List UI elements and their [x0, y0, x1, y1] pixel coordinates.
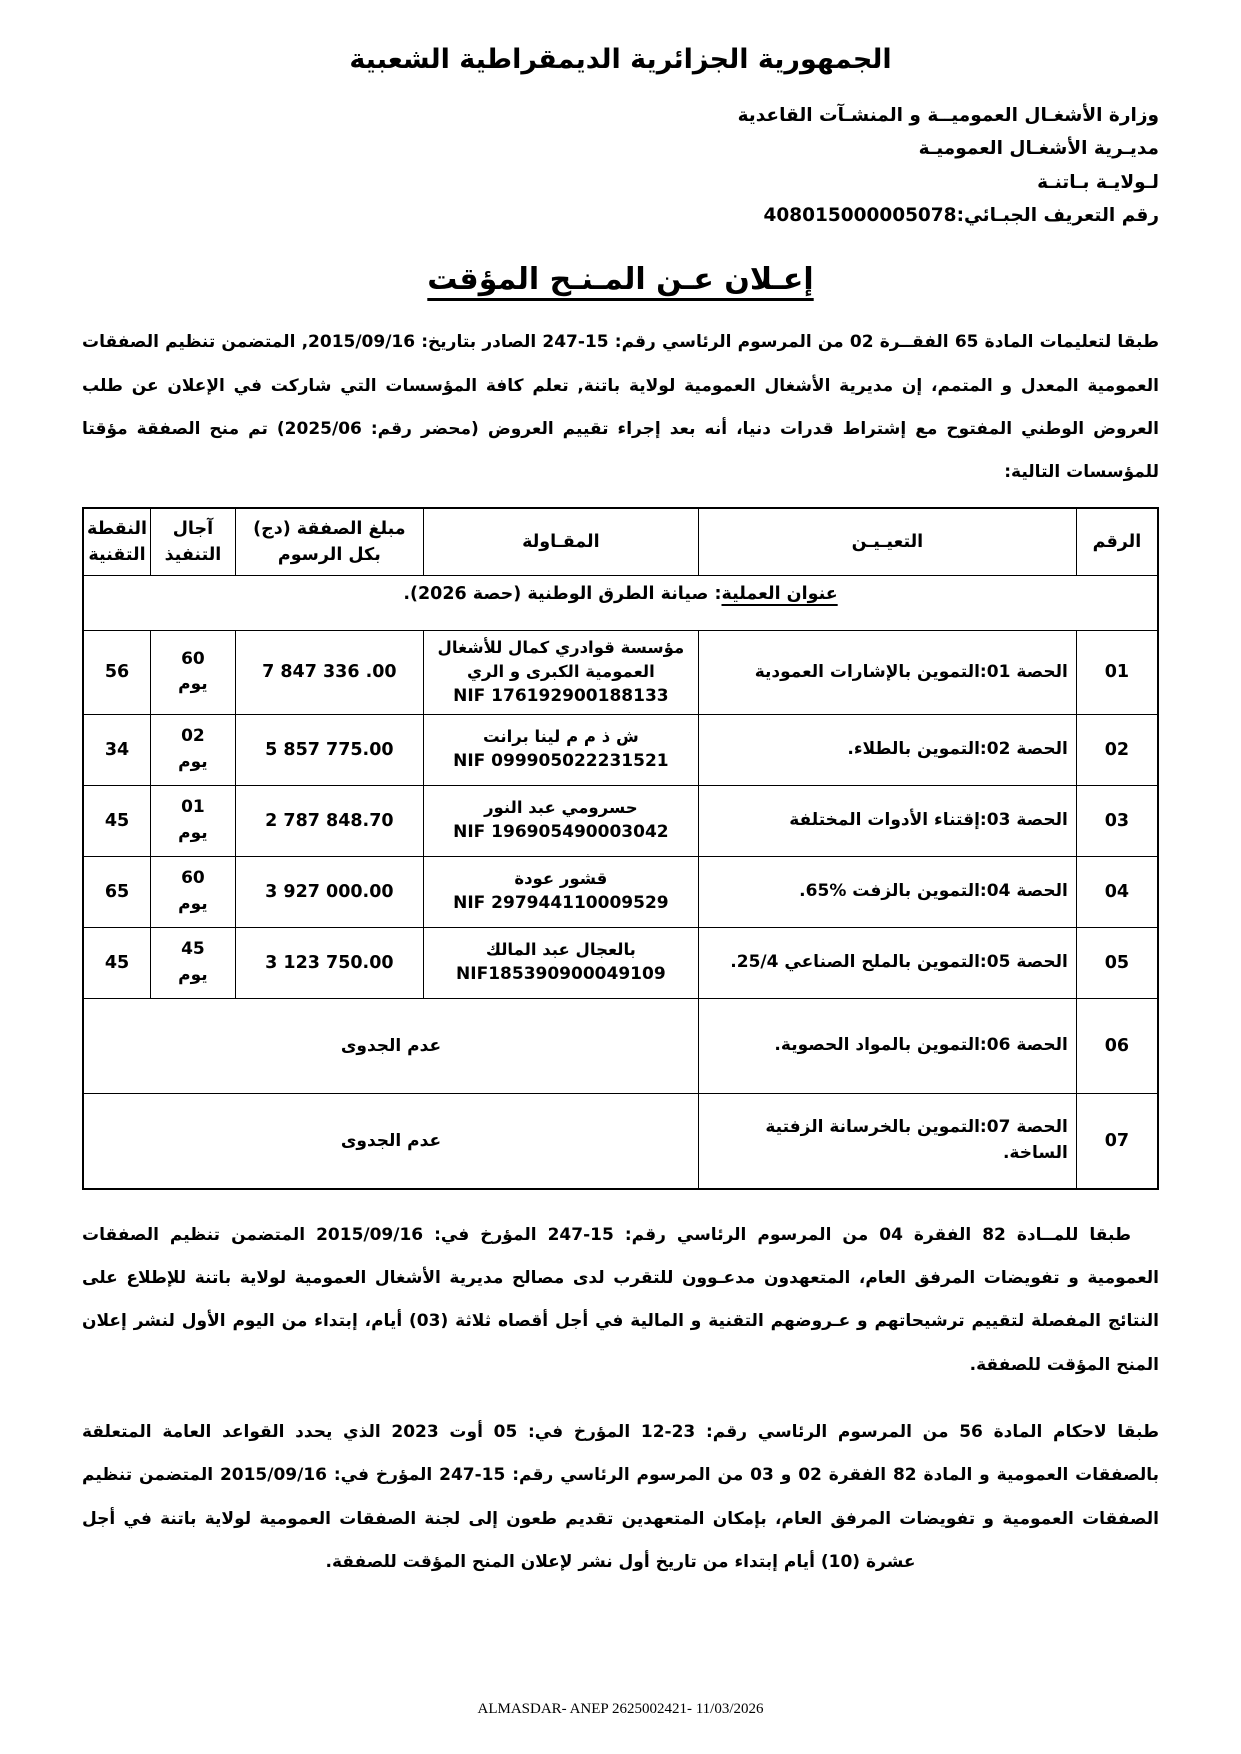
designation-cell: الحصة 06:التموين بالمواد الحصوية.: [698, 998, 1076, 1093]
operation-title-row: [83, 576, 1158, 631]
delay-cell: [151, 714, 236, 785]
lot-number-cell: 04: [1076, 856, 1158, 927]
contractor-nif: NIF 176192900188133: [453, 685, 669, 706]
table-row-lot-03: [83, 785, 1158, 856]
delay-value: 60: [181, 648, 205, 669]
no-award-cell: عدم الجدوى: [83, 998, 698, 1093]
amount-cell: 3 123 750.00: [235, 927, 423, 998]
table-row-lot-01: [83, 631, 1158, 714]
awards-table: [82, 507, 1159, 1190]
delay-unit: يوم: [178, 822, 208, 843]
delay-unit: يوم: [178, 964, 208, 985]
contractor-name: ش ذ م م لينا برانت: [482, 727, 639, 747]
contractor-name: بالعجال عبد المالك: [485, 940, 636, 960]
score-cell: 45: [83, 785, 151, 856]
contractor-cell: [423, 927, 698, 998]
contractor-name: حسرومي عبد النور: [484, 798, 638, 818]
designation-cell: الحصة 02:التموين بالطلاء.: [698, 714, 1076, 785]
lot-number-cell: 05: [1076, 927, 1158, 998]
directorate-line: مديـرية الأشغـال العموميـة: [918, 138, 1159, 160]
tax-id-line: رقم التعريف الجبـائي:408015000005078: [763, 204, 1159, 226]
contractor-cell: [423, 714, 698, 785]
col-header-number: الرقم: [1076, 508, 1158, 576]
score-cell: 65: [83, 856, 151, 927]
no-award-cell: عدم الجدوى: [83, 1093, 698, 1189]
col-header-score: [83, 508, 151, 576]
table-row-lot-07: [83, 1093, 1158, 1189]
amount-cell: 5 857 775.00: [235, 714, 423, 785]
delay-cell: [151, 631, 236, 714]
score-cell: 45: [83, 927, 151, 998]
col-header-contractor: المقـاولة: [423, 508, 698, 576]
designation-cell: الحصة 01:التموين بالإشارات العمودية: [698, 631, 1076, 714]
contractor-nif: NIF 196905490003042: [453, 822, 669, 843]
table-row-lot-04: [83, 856, 1158, 927]
table-row-lot-02: [83, 714, 1158, 785]
contractor-nif: NIF 297944110009529: [453, 893, 669, 914]
amount-cell: 7 847 336 .00: [235, 631, 423, 714]
col-header-delay-line2: التنفيذ: [164, 544, 222, 565]
delay-cell: [151, 785, 236, 856]
anep-footer-reference: ALMASDAR- ANEP 2625002421- 11/03/2026: [477, 1701, 764, 1717]
lot-number-cell: 06: [1076, 998, 1158, 1093]
amount-cell: 2 787 848.70: [235, 785, 423, 856]
delay-unit: يوم: [178, 751, 208, 772]
ministry-line: وزارة الأشغـال العموميــة و المنشـآت القاعدية: [737, 105, 1159, 126]
results-consultation-paragraph: طبقا للمــادة 82 الفقرة 04 من المرسوم الرئاسي رقم: 15-247 المؤرخ في: 2015/09/16 المتضمن تنظيم الصفقات العمومية و تفويضات المرفق العام، المتعهدون مدعـوون للتقرب لدى مصالح مديرية الأشغال العمومية لولاية باتنة للإطلاع على النتائج المفصلة لتقييم ترشيحاتهم و عـروضهم التقنية و المالية في أجل أقصاه ثلاثة (03) أيام، إبتداء من اليوم الأول لنشر إعلان المنح المؤقت للصفقة.: [82, 1224, 1159, 1375]
ministry-block: [82, 99, 1159, 232]
designation-cell: الحصة 04:التموين بالزفت %65.: [698, 856, 1076, 927]
col-header-amount-line2: بكل الرسوم: [277, 544, 381, 565]
delay-unit: يوم: [178, 674, 208, 695]
appeal-rights-paragraph: طبقا لاحكام المادة 56 من المرسوم الرئاسي رقم: 23-12 المؤرخ في: 05 أوت 2023 الذي يحدد القواعد العامة المتعلقة بالصفقات العمومية و المادة 82 الفقرة 02 و 03 من المرسوم الرئاسي رقم: 15-247 المؤرخ في: 2015/09/16 المتضمن تنظيم الصفقات العمومية و تفويضات المرفق العام، بإمكان المتعهدين تقديم طعون إلى لجنة الصفقات العمومية لولاية باتنة في أجل عشرة (10) أيام إبتداء من تاريخ أول نشر لإعلان المنح المؤقت للصفقة.: [82, 1421, 1160, 1572]
operation-label: عنوان العملية: [721, 584, 838, 605]
delay-cell: [151, 856, 236, 927]
delay-value: 60: [181, 868, 205, 889]
contractor-cell: [423, 631, 698, 714]
amount-cell: 3 927 000.00: [235, 856, 423, 927]
col-header-score-line2: التقنية: [88, 544, 146, 565]
table-row-lot-06: [83, 998, 1158, 1093]
col-header-delay-line1: آجال: [172, 518, 214, 539]
contractor-cell: [423, 856, 698, 927]
intro-paragraph: طبقا لتعليمات المادة 65 الفقــرة 02 من المرسوم الرئاسي رقم: 15-247 الصادر بتاريخ: 2015/09/16, المتضمن تنظيم الصفقات العمومية المعدل و المتمم، إن مديرية الأشغال العمومية لولاية باتنة, تعلم كافة المؤسسات التي شاركت في الإعلان عن طلب العروض الوطني المفتوح مع إشتراط قدرات دنيا، أنه بعد إجراء تقييم العروض (محضر رقم: 2025/06) تم منح الصفقة مؤقتا للمؤسسات التالية:: [82, 332, 1159, 483]
designation-cell: الحصة 03:إقتناء الأدوات المختلفة: [698, 785, 1076, 856]
delay-unit: يوم: [178, 893, 208, 914]
score-cell: 56: [83, 631, 151, 714]
col-header-designation: التعيـيـن: [698, 508, 1076, 576]
col-header-amount: [235, 508, 423, 576]
col-header-score-line1: النقطة: [87, 518, 147, 539]
contractor-nif: NIF 099905022231521: [453, 751, 669, 772]
contractor-cell: [423, 785, 698, 856]
wilaya-line: لـولايـة بـاتنـة: [1037, 171, 1159, 193]
delay-value: 45: [181, 939, 205, 960]
designation-cell: الحصة 05:التموين بالملح الصناعي 25/4.: [698, 927, 1076, 998]
delay-value: 01: [181, 797, 205, 818]
lot-number-cell: 02: [1076, 714, 1158, 785]
contractor-name: مؤسسة قوادري كمال للأشغال العمومية الكبرى و الري: [437, 638, 685, 681]
lot-number-cell: 01: [1076, 631, 1158, 714]
designation-cell: الحصة 07:التموين بالخرسانة الزفتية الساخة.: [698, 1093, 1076, 1189]
score-cell: 34: [83, 714, 151, 785]
col-header-delay: [151, 508, 236, 576]
republic-title: الجمهورية الجزائرية الديمقراطية الشعبية: [349, 44, 892, 75]
delay-value: 02: [181, 726, 205, 747]
col-header-amount-line1: مبلغ الصفقة (دج): [253, 518, 406, 539]
operation-text: : صيانة الطرق الوطنية (حصة 2026).: [403, 584, 722, 605]
contractor-name: قشور عودة: [514, 869, 608, 889]
lot-number-cell: 07: [1076, 1093, 1158, 1189]
contractor-nif: NIF185390900049109: [456, 964, 666, 985]
table-header-row: [83, 508, 1158, 576]
announcement-title: إعـلان عـن المـنـح المؤقت: [427, 262, 814, 298]
table-row-lot-05: [83, 927, 1158, 998]
lot-number-cell: 03: [1076, 785, 1158, 856]
delay-cell: [151, 927, 236, 998]
